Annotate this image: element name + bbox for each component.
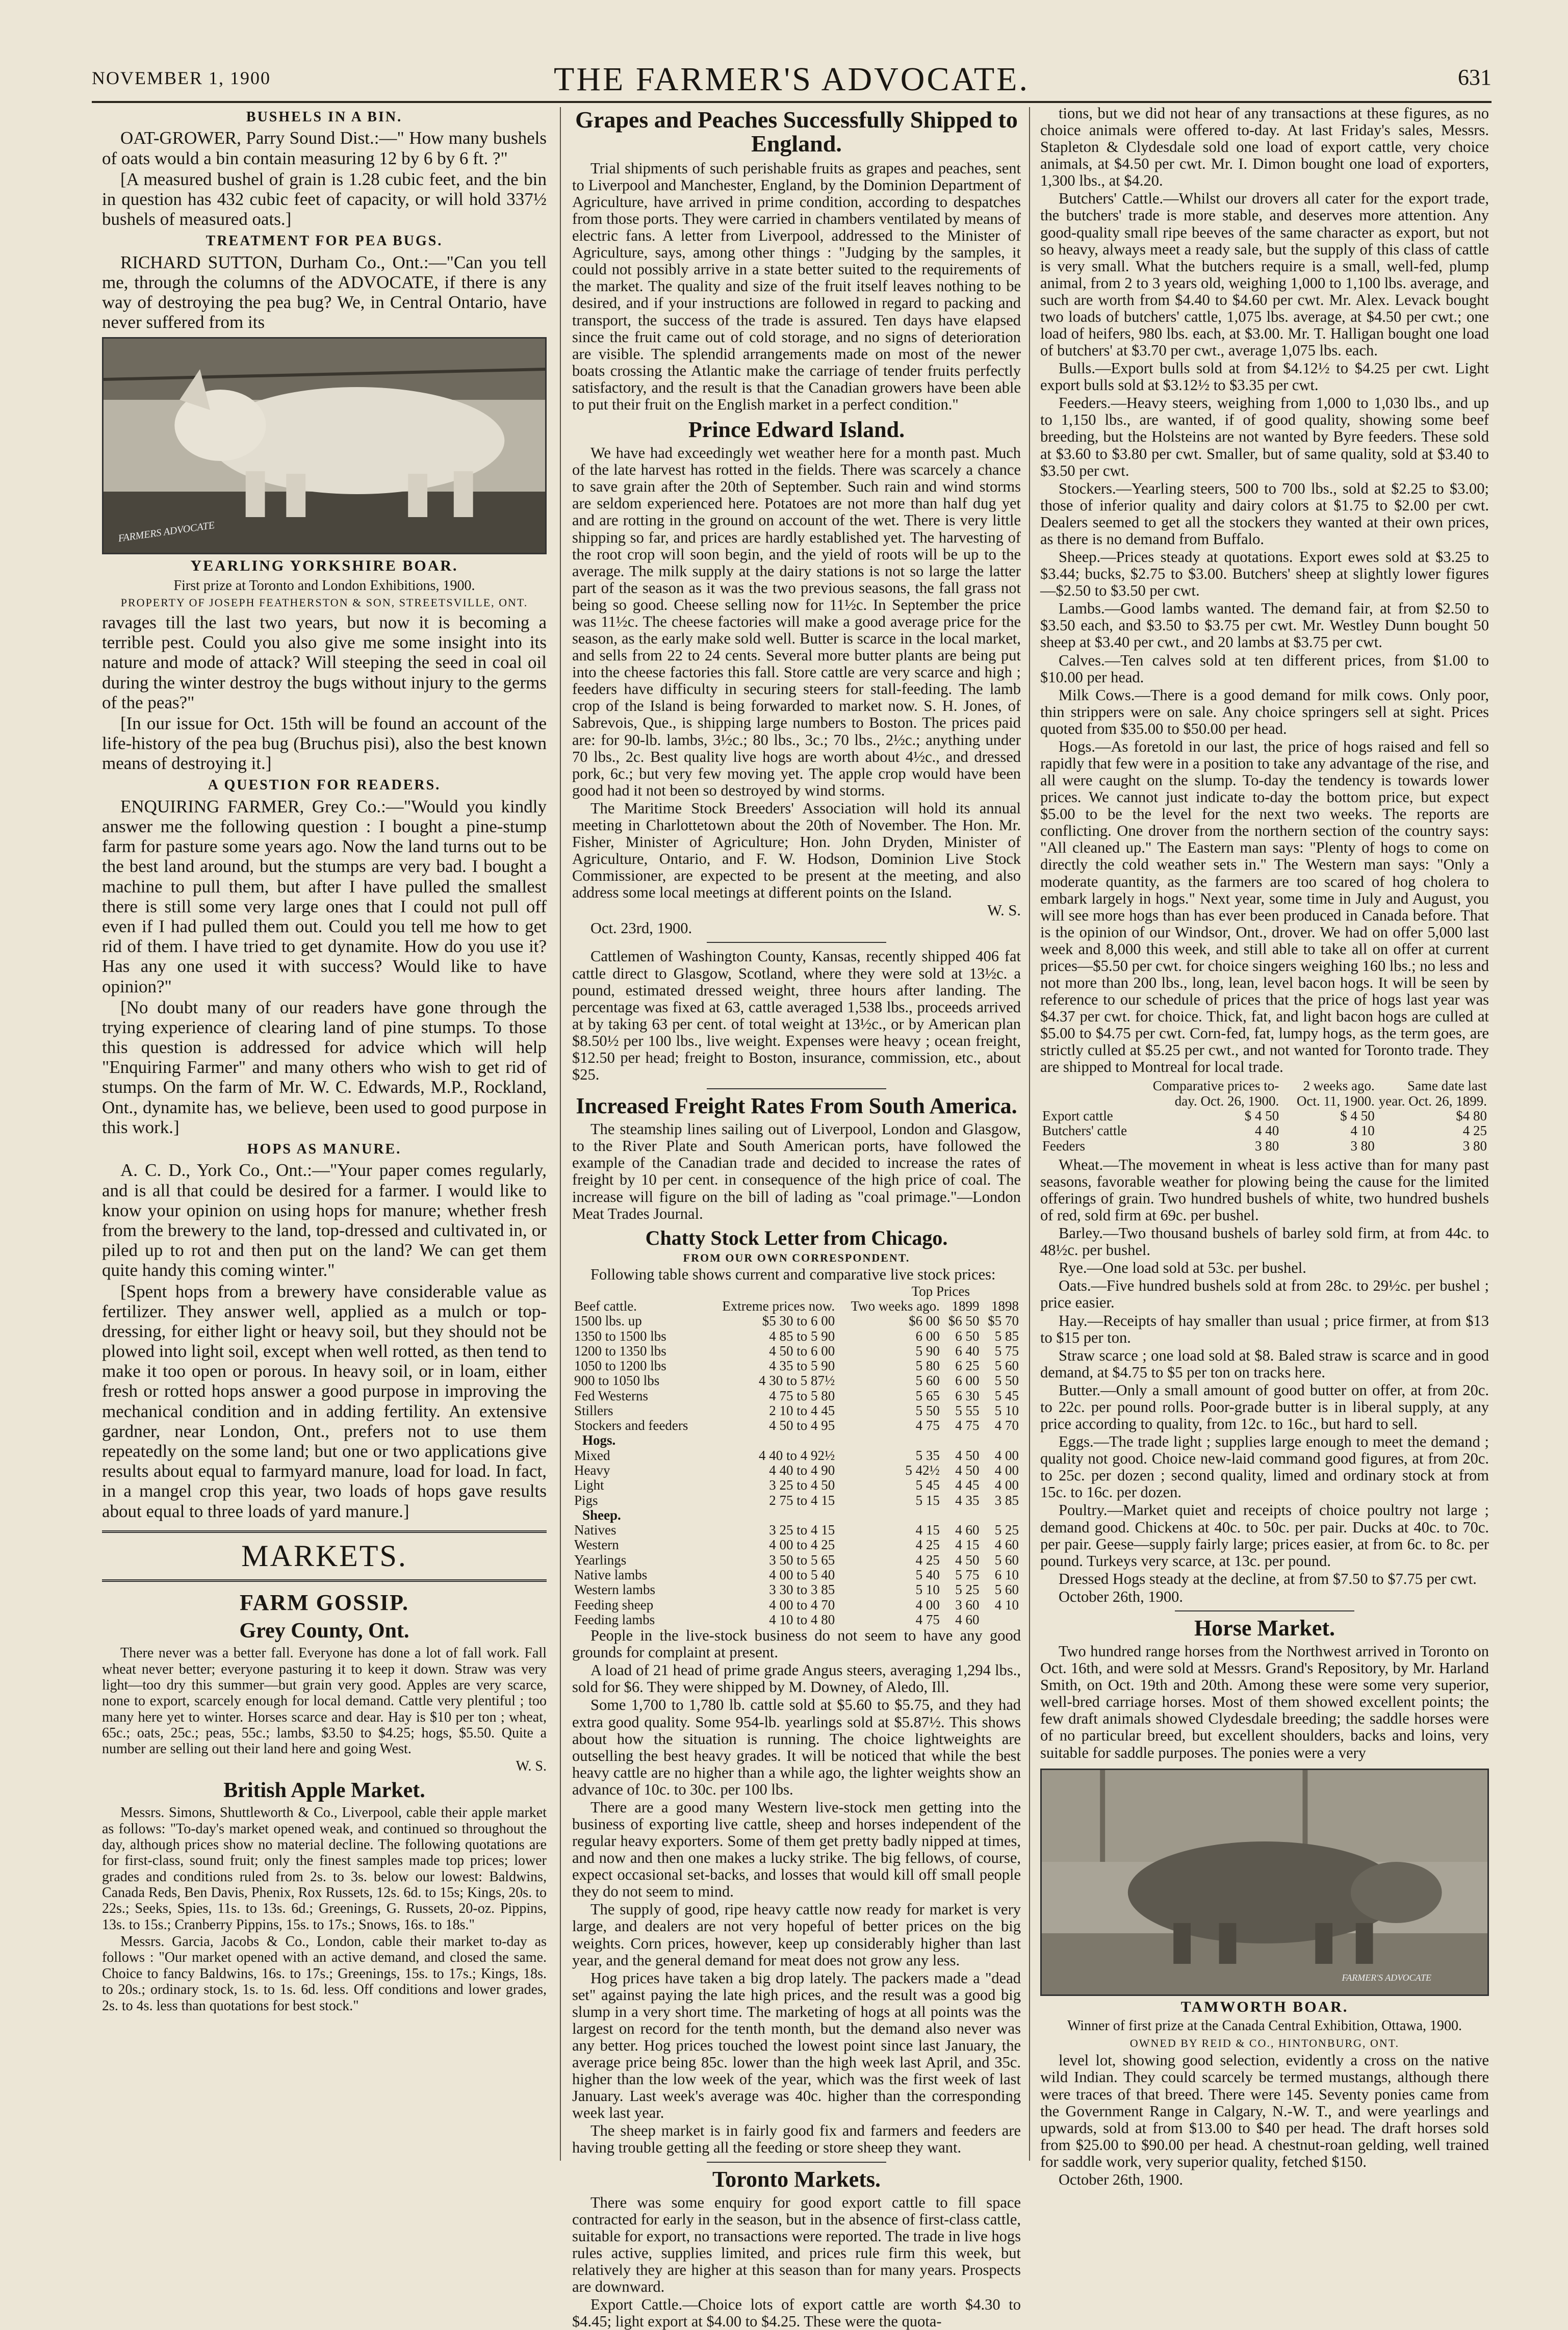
paragraph: Rye.—One load sold at 53c. per bushel. xyxy=(1059,1259,1306,1277)
table-cell: Heavy xyxy=(574,1463,610,1478)
top-prices-label: Top Prices xyxy=(911,1283,970,1299)
horse-market-text: level lot, showing good selection, evidently a cross on the native wild Indian. They could scarcely be termed mustangs, although there were traces of that breed. There were 145. Seventy ponies came from the Government Range in Calgary, N.-W. T., and were yearlings and upwards, sold at from $13.00 to $40 per head. The draft horses sold from $25.00 to $90.00 per head. A chestnut-roan gelding, well trained for saddle work, very superior quality, fetched $150. xyxy=(1040,2052,1489,2170)
photo-watermark: FARMER'S ADVOCATE xyxy=(1342,1973,1431,1983)
table-header-cell: 2 weeks ago. Oct. 11, 1900. xyxy=(1296,1078,1375,1109)
table-cell: 4 00 xyxy=(915,1597,940,1612)
dateline: October 26th, 1900. xyxy=(1059,1588,1183,1605)
apple-market-head: British Apple Market. xyxy=(223,1779,425,1803)
table-cell: 4 15 xyxy=(915,1522,940,1538)
table-cell: 3 25 to 4 50 xyxy=(769,1477,835,1493)
table-cell: 3 60 xyxy=(955,1597,980,1612)
table-cell: 4 50 to 4 95 xyxy=(769,1418,835,1433)
photo-caption: First prize at Toronto and London Exhibitions, 1900. xyxy=(173,578,475,594)
paragraph: Wheat.—The movement in wheat is less active than for many past seasons, favorable weather for plowing being the cause for the limited offerings of grain. Two hundred bushels of white, two hundred bushels of red, sold firm at 69c. per bushel. xyxy=(1040,1156,1489,1224)
table-row xyxy=(572,1538,1021,1552)
horse-market-text: Two hundred range horses from the Northwest arrived in Toronto on Oct. 16th, and were sold at Messrs. Grand's Repository, by Mr. Harland Smith, on Oct. 19th and 20th. Among these were some very superior, well-bred carriage horses. Most of them showed excellent points; the few draft animals showed Clydesdale breeding; the saddle horses were of no particular breed, but excellent shoulders, backs and loins, very suitable for saddle purposes. The ponies were a very xyxy=(1040,1643,1489,1761)
table-row xyxy=(572,1373,1021,1388)
table-cell: Butchers' cattle xyxy=(1042,1123,1127,1139)
table-cell xyxy=(837,1508,942,1523)
table-cell: 1200 to 1350 lbs xyxy=(574,1343,666,1359)
photo-caption-owner: OWNED BY REID & CO., HINTONBURG, ONT. xyxy=(1129,2036,1400,2050)
table-row xyxy=(572,1314,1021,1328)
table-cell: Natives xyxy=(574,1522,616,1538)
chicago-price-table xyxy=(572,1299,1021,1627)
paragraph: The sheep market is in fairly good fix and farmers and feeders are having trouble getting all the feeding or store sheep they want. xyxy=(572,2122,1021,2157)
table-cell: 3 50 to 5 65 xyxy=(769,1552,835,1568)
table-cell: Pigs xyxy=(574,1492,598,1508)
table-cell: 2 75 to 4 15 xyxy=(769,1492,835,1508)
pei-head: Prince Edward Island. xyxy=(688,417,905,442)
paragraph: Dressed Hogs steady at the decline, at from $7.50 to $7.75 per cwt. xyxy=(1059,1570,1477,1588)
table-row xyxy=(572,1493,1021,1508)
paragraph: Export Cattle.—Choice lots of export cattle are worth $4.30 to $4.45; light export at $4.00 to $4.25. These were the quota- xyxy=(572,2296,1021,2330)
grey-county-head: Grey County, Ont. xyxy=(239,1619,409,1643)
table-header-cell xyxy=(1040,1079,1129,1109)
produce-text xyxy=(1040,1157,1489,1588)
paragraph: tions, but we did not hear of any transactions at these figures, as no choice animals were offered to-day. At last Friday's sales, Messrs. Stapleton & Clydesdale sold one load of export cattle, very choice animals, at $4.50 per cwt. Mr. I. Dimon bought one load of exporters, 1,300 lbs., at $4.20. xyxy=(1040,105,1489,190)
table-cell: 6 40 xyxy=(955,1343,980,1359)
table-cell: 6 25 xyxy=(955,1358,980,1374)
table-cell: 5 25 xyxy=(955,1582,980,1598)
table-cell: 4 45 xyxy=(955,1477,980,1493)
table-header-cell: Comparative prices to-day. Oct. 26, 1900. xyxy=(1152,1078,1279,1109)
signature: W. S. xyxy=(516,1758,547,1774)
apple-market-text: Messrs. Simons, Shuttleworth & Co., Liverpool, cable their apple market as follows: "To-day's market opened weak, and continued so throughout the day, although prices show no material decline. The following quotations are for first-class, sound fruit; only the finest samples made top prices; lower grades and conditions ruled from 2s. to 3s. below our lowest: Baldwins, Canada Reds, Ben Davis, Phenix, Rox Russets, 12s. 6d. to 15s; Kings, 20s. to 22s.; Seeks, Spies, 11s. to 13s. 6d.; Greenings, G. Russets, 20-oz. Pippins, 13s. to 15s.; Cranberry Pippins, 15s. to 17s.; Snows, 16s. to 18s." xyxy=(102,1805,547,1933)
table-cell: 4 75 xyxy=(955,1418,980,1433)
table-cell: 5 60 xyxy=(994,1358,1019,1374)
table-cell: Sheep. xyxy=(582,1507,621,1523)
table-cell: $ 4 50 xyxy=(1340,1108,1375,1124)
table-cell xyxy=(942,1433,982,1448)
divider xyxy=(707,1088,886,1089)
paragraph: Hay.—Receipts of hay smaller than usual ; price firmer, at from $13 to $15 per ton. xyxy=(1040,1312,1489,1346)
table-row xyxy=(572,1329,1021,1344)
table-cell: 4 00 xyxy=(994,1477,1019,1493)
boar-illustration xyxy=(104,339,545,553)
answer-text: [No doubt many of our readers have gone through the trying experience of clearing land of pine stumps. To those this question is addressed for advice which will help "Enquiring Farmer" and many others who wish to get rid of stumps. On the farm of Mr. W. C. Edwards, M.P., Rockland, Ont., dynamite has, we believe, been used to good purpose in this work.] xyxy=(102,997,547,1137)
divider xyxy=(707,2162,886,2163)
table-cell: $6 50 xyxy=(948,1313,980,1329)
table-row xyxy=(572,1568,1021,1582)
grey-county-text: There never was a better fall. Everyone has done a lot of fall work. Fall wheat never better; everyone pasturing it to keep it down. Straw was very light—too dry this summer—but grain very good. Apples are very scarce, none to export, scarcely enough for local demand. Cattle very plentiful ; too many here yet to winter. Horses scarce and dear. Hay is $10 per ton ; wheat, 65c.; oats, 25c.; peas, 55c.; lambs, $3.50 to $4.25; hogs, $5.50. Quite a number are selling out their land here and going West. xyxy=(102,1645,547,1757)
photo-caption-title: TAMWORTH BOAR. xyxy=(1180,1998,1349,2015)
table-header-cell: 1898 xyxy=(991,1298,1019,1314)
table-cell: 5 85 xyxy=(994,1328,1019,1344)
dateline: October 26th, 1900. xyxy=(1059,2170,1183,2188)
table-row xyxy=(572,1418,1021,1433)
column-rule xyxy=(560,107,561,2161)
table-row xyxy=(572,1389,1021,1403)
toronto-text-continued xyxy=(1040,105,1489,1076)
table-header-cell: 1899 xyxy=(952,1298,980,1314)
question-text: RICHARD SUTTON, Durham Co., Ont.:—"Can you tell me, through the columns of the ADVOCATE, if there is any way of destroying the pea bug? We, in Central Ontario, have never suffered from its xyxy=(102,252,547,332)
paragraph: Eggs.—The trade light ; supplies large enough to meet the demand ; quality not good. Choice new-laid command good figures, at from 20c. to 25c. per dozen ; second quality, limed and ordinary stock at from 15c. to 16c. per dozen. xyxy=(1040,1433,1489,1501)
table-cell xyxy=(981,1433,1021,1448)
table-cell: 4 85 to 5 90 xyxy=(769,1328,835,1344)
table-cell: 4 75 to 5 80 xyxy=(769,1388,835,1403)
cattlemen-text: Cattlemen of Washington County, Kansas, recently shipped 406 fat cattle direct to Glasgow, Scotland, where they were sold at 13½c. a pound, estimated dressed weight, three hours after landing. The percentage was fixed at 63, cattle averaged 1,538 lbs., proceeds arrived at by taking 63 per cent. of total weight at 13½c., or by American plan $8.50½ per 100 lbs., live weight. Expenses were heavy ; ocean freight, $12.50 per head; freight to Boston, insurance, commission, etc., about $25. xyxy=(572,948,1021,1083)
table-cell: 5 90 xyxy=(915,1343,940,1359)
yorkshire-boar-photo xyxy=(102,337,547,554)
table-cell: 5 55 xyxy=(955,1402,980,1418)
table-cell: 4 60 xyxy=(955,1611,980,1627)
table-cell: 3 80 xyxy=(1254,1138,1279,1154)
table-intro: Following table shows current and comparative live stock prices: xyxy=(590,1265,996,1283)
paragraph: Some 1,700 to 1,780 lb. cattle sold at $5.60 to $5.75, and they had extra good quality. Some 954-lb. yearlings sold at $5.87½. This shows about how the situation is running. The choice lightweights are outselling the best heavy grades. It will be noticed that while the best heavy cattle are no higher than a while ago, the lighter weights show an advance of 10c. to 30c. per 100 lbs. xyxy=(572,1696,1021,1798)
table-cell: 3 80 xyxy=(1462,1138,1487,1154)
table-cell: 5 40 xyxy=(915,1567,940,1582)
table-cell: 4 10 xyxy=(1350,1123,1375,1139)
photo-caption-title: YEARLING YORKSHIRE BOAR. xyxy=(190,557,458,575)
table-cell: 4 00 xyxy=(994,1447,1019,1463)
table-cell: 4 00 to 4 25 xyxy=(769,1537,835,1553)
table-cell: Stockers and feeders xyxy=(574,1418,688,1433)
table-cell: 4 50 xyxy=(955,1463,980,1478)
table-cell: 5 65 xyxy=(915,1388,940,1403)
pei-text: The Maritime Stock Breeders' Association will hold its annual meeting in Charlottetown about the 20th of November. The Hon. Mr. Fisher, Minister of Agriculture; Hon. John Dryden, Minister of Agriculture, Ontario, and F. W. Hodson, Dominion Live Stock Commissioner, are expected to be present at the meeting, and also address some local meetings at different points on the Island. xyxy=(572,799,1021,902)
table-row xyxy=(572,1582,1021,1597)
table-cell: 4 40 to 4 92½ xyxy=(758,1447,835,1463)
table-cell: 1500 lbs. up xyxy=(574,1313,642,1329)
table-cell: 6 10 xyxy=(994,1567,1019,1582)
boar-illustration xyxy=(1042,1770,1487,1994)
table-row xyxy=(572,1344,1021,1359)
paragraph: Barley.—Two thousand bushels of barley sold firm, at from 44c. to 48½c. per bushel. xyxy=(1040,1224,1489,1259)
table-cell: 3 30 to 3 85 xyxy=(769,1582,835,1598)
paragraph: Stockers.—Yearling steers, 500 to 700 lbs., sold at $2.25 to $3.00; those of inferior quality and dairy colors at $1.75 to $2.00 per cwt. Dealers seemed to get all the stockers they wanted at their own prices, as there is no demand from Buffalo. xyxy=(1040,479,1489,548)
table-cell: $4 80 xyxy=(1456,1108,1487,1124)
table-cell: Yearlings xyxy=(574,1552,627,1568)
table-cell: Feeding lambs xyxy=(574,1611,655,1627)
table-cell: 5 75 xyxy=(955,1567,980,1582)
tamworth-boar-photo xyxy=(1040,1769,1489,1996)
table-header-cell: Same date last year. Oct. 26, 1899. xyxy=(1378,1078,1487,1109)
paragraph: Hogs.—As foretold in our last, the price of hogs raised and fell so rapidly that few were in a position to take any advantage of the rise, and all were caught on the slump. To-day the tendency is towards lower prices. We cannot just indicate to-day the bottom price, but expect $5.00 to be the level for the next two weeks. The reports are conflicting. One drover from the northern section of the country says: "All cleaned up." The Eastern man says: "Plenty of hogs to come on directly the cold weather sets in." The Western man says: "Only a moderate quantity, as the farmers are too scared of hog cholera to embark largely in hogs." Next year, some time in July and August, you will see more hogs than has ever been produced in Canada before. That is the opinion of our Windsor, Ont., drover. We had on offer 5,000 last week and 8,000 this week, and still able to take all on offer at current prices—$5.50 per cwt. for choice singers weighing 160 lbs.; no less and not more than 200 lbs., long, lean, level bacon hogs. It will be seen by reference to our schedule of prices that the price of hogs last year was $4.37 per cwt. for choice. Thick, fat, and light bacon hogs are culled at $5.00 to $4.75 per cwt. Corn-fed, fat, lumpy hogs, as the term goes, are strictly culled at $5.25 per cwt., and not wanted for Toronto trade. They are shipped to Montreal for local trade. xyxy=(1040,737,1489,1076)
table-cell: 4 10 to 4 80 xyxy=(769,1611,835,1627)
farm-gossip-head: FARM GOSSIP. xyxy=(239,1590,409,1615)
table-cell xyxy=(981,1508,1021,1523)
table-cell xyxy=(705,1433,837,1448)
divider xyxy=(707,942,886,943)
freight-text: The steamship lines sailing out of Liverpool, London and Glasgow, to the River Plate and South American ports, have followed the example of the Canadian trade and decided to increase the rates of freight by 10 per cent. in consequence of the high price of coal. The increase will figure on the bill of lading as "coal primage."—London Meat Trades Journal. xyxy=(572,1120,1021,1222)
freight-head: Increased Freight Rates From South America. xyxy=(576,1093,1017,1119)
paragraph: Sheep.—Prices steady at quotations. Export ewes sold at $3.25 to $3.44; bucks, $2.75 to $3.00. Butchers' sheep at slightly lower figures—$2.50 to $3.50 per cwt. xyxy=(1040,548,1489,600)
table-row xyxy=(572,1612,1021,1627)
paragraph: Straw scarce ; one load sold at $8. Baled straw is scarce and in good demand, at $4.75 to $5 per ton on tracks here. xyxy=(1040,1346,1489,1381)
question-text: A. C. D., York Co., Ont.:—"Your paper comes regularly, and is all that could be desired for a farmer. I would like to know your opinion on using hops for manure; whether fresh from the brewery to the land, top-dressed and cultivated in, or piled up to rot and then put on the land? We can get them quite handy this coming winter." xyxy=(102,1160,547,1281)
section-head: A QUESTION FOR READERS. xyxy=(208,777,441,793)
table-cell: $ 4 50 xyxy=(1244,1108,1279,1124)
photo-watermark: FARMERS ADVOCATE xyxy=(117,519,216,545)
table-row xyxy=(572,1553,1021,1568)
question-text: ENQUIRING FARMER, Grey Co.:—"Would you kindly answer me the following question : I bought a pine-stump farm for pasture some years ago. Now the land turns out to be the best land around, but the stumps are very bad. I bought a machine to pull them, but after I have pulled the smallest there is still some very large ones that I could not pull off even if I had pulled them out. Could you tell me how to get rid of them. I have tried to get dynamite. How do you use it? Has any one used it with success? Would like to have opinion?" xyxy=(102,796,547,996)
table-cell: 3 80 xyxy=(1350,1138,1375,1154)
toronto-head: Toronto Markets. xyxy=(712,2166,881,2192)
table-cell: 4 25 xyxy=(915,1537,940,1553)
table-cell: 6 50 xyxy=(955,1328,980,1344)
table-cell: 5 75 xyxy=(994,1343,1019,1359)
table-cell: 6 00 xyxy=(915,1328,940,1344)
issue-date: NOVEMBER 1, 1900 xyxy=(92,68,271,88)
table-cell: 4 60 xyxy=(994,1537,1019,1553)
table-cell: 4 25 xyxy=(915,1552,940,1568)
paragraph: There are a good many Western live-stock men getting into the business of exporting live cattle, sheep and horses independent of the regular heavy exporters. Some of them get pretty badly nipped at times, and now and then one makes a lucky strike. The big fellows, of course, expect occasional set-backs, and losses that would kill off small people they do not seem to mind. xyxy=(572,1798,1021,1901)
table-cell: 4 40 xyxy=(1254,1123,1279,1139)
paragraph: There was some enquiry for good export cattle to fill space contracted for early in the season, but in the absence of first-class cattle, suitable for export, no transactions were reported. The trade in live hogs rules active, supplies limited, and prices rule firm this week, but relatively they are higher at this season than for many years. Prospects are downward. xyxy=(572,2193,1021,2296)
table-cell: 5 15 xyxy=(915,1492,940,1508)
table-cell: $6 00 xyxy=(909,1313,940,1329)
table-cell xyxy=(705,1508,837,1523)
masthead xyxy=(92,60,1492,103)
paragraph: The supply of good, ripe heavy cattle now ready for market is very large, and dealers are not very hopeful of better prices on the big weights. Corn prices, however, keep up considerably higher than last year, and the general demand for meat does not grow any less. xyxy=(572,1901,1021,1969)
table-cell: 4 60 xyxy=(955,1522,980,1538)
table-cell: 6 00 xyxy=(955,1373,980,1389)
section-head: BUSHELS IN A BIN. xyxy=(246,109,403,125)
table-cell: 4 30 to 5 87½ xyxy=(758,1373,835,1389)
table-cell: 1050 to 1200 lbs xyxy=(574,1358,666,1374)
table-cell: 5 80 xyxy=(915,1358,940,1374)
paragraph: Bulls.—Export bulls sold at from $4.12½ to $4.25 per cwt. Light export bulls sold at $3.12½ to $3.35 per cwt. xyxy=(1040,360,1489,394)
table-header-cell: Extreme prices now. xyxy=(722,1298,835,1314)
table-row xyxy=(1040,1109,1489,1123)
table-cell: 1350 to 1500 lbs xyxy=(574,1328,666,1344)
table-cell: 2 10 to 4 45 xyxy=(769,1402,835,1418)
apple-market-text: Messrs. Garcia, Jacobs & Co., London, cable their market to-day as follows : "Our market opened with an active demand, and closed the same. Choice to fancy Baldwins, 16s. to 17s.; Greenings, 15s. to 17s.; Kings, 18s. to 20s.; ordinary stock, 1s. to 1s. 6d. less. Off conditions and lower grades, 2s. to 4s. less than quotations for best stock." xyxy=(102,1934,547,2014)
table-cell: 4 70 xyxy=(994,1418,1019,1433)
section-head: HOPS AS MANURE. xyxy=(247,1141,402,1158)
table-cell: Feeding sheep xyxy=(574,1597,654,1612)
grapes-head: Grapes and Peaches Successfully Shipped to England. xyxy=(575,107,1018,157)
table-cell: 4 50 to 6 00 xyxy=(769,1343,835,1359)
answer-text: [Spent hops from a brewery have considerable value as fertilizer. They answer well, applied as a mulch or top-dressing, for either light or heavy soil, but they should not be plowed into light soil, except when well rotted, as then tend to make it too open or porous. In heavy soil, or in loam, either fresh or rotted hops answer a good purpose in improving the mechanical condition and in adding fertility. An extensive gardner, near London, Ont., prefers not to use them repeatedly on the some land; but one or two applications give results about equal to farmyard manure, load for load. In fact, in a mangel crop this year, two loads of hops gave results about equal to three loads of yard manure.] xyxy=(102,1281,547,1521)
toronto-text xyxy=(572,2194,1021,2330)
table-header-cell: Beef cattle. xyxy=(574,1298,637,1314)
paragraph: Lambs.—Good lambs wanted. The demand fair, at from $2.50 to $3.50 each, and $3.50 to $3.75 per cwt. Mr. Westley Dunn bought 50 sheep at $3.40 per cwt., and 20 lambs at $3.75 per cwt. xyxy=(1040,600,1489,651)
table-row xyxy=(572,1403,1021,1418)
table-cell: 5 50 xyxy=(994,1373,1019,1389)
column-rule xyxy=(1029,107,1030,2161)
table-row xyxy=(572,1508,1021,1523)
table-row xyxy=(572,1523,1021,1538)
table-cell: 5 50 xyxy=(915,1402,940,1418)
paragraph: Poultry.—Market quiet and receipts of choice poultry not large ; demand good. Chickens at 40c. to 50c. per pair. Ducks at 40c. to 70c. per pair. Geese—supply fairly large; prices easier, at from 6c. to 8c. per pound. Turkeys very scarce, at 13c. per pound. xyxy=(1040,1501,1489,1570)
table-cell: 900 to 1050 lbs xyxy=(574,1373,660,1389)
section-head: TREATMENT FOR PEA BUGS. xyxy=(205,233,443,249)
table-row xyxy=(1040,1139,1489,1154)
paragraph: Calves.—Ten calves sold at ten different prices, from $1.00 to $10.00 per head. xyxy=(1040,651,1489,686)
table-cell: 5 45 xyxy=(915,1477,940,1493)
column-3 xyxy=(1040,105,1489,2188)
table-cell: 3 85 xyxy=(994,1492,1019,1508)
paragraph: People in the live-stock business do not seem to have any good grounds for complaint at present. xyxy=(572,1627,1021,1661)
photo-caption: Winner of first prize at the Canada Central Exhibition, Ottawa, 1900. xyxy=(1067,2018,1462,2034)
paragraph: A load of 21 head of prime grade Angus steers, averaging 1,294 lbs., sold for $6. They were shipped by M. Downey, of Aledo, Ill. xyxy=(572,1661,1021,1696)
table-cell: 5 45 xyxy=(994,1388,1019,1403)
question-text: ravages till the last two years, but now it is becoming a terrible pest. Could you also give me some insight into its nature and mode of attack? Will steeping the seed in coal oil during the winter destroy the bugs without injury to the germs of the peas?" xyxy=(102,612,547,712)
table-row xyxy=(572,1478,1021,1493)
table-cell: 5 25 xyxy=(994,1522,1019,1538)
table-cell: Feeders xyxy=(1042,1138,1085,1154)
table-cell: 3 25 to 4 15 xyxy=(769,1522,835,1538)
answer-text: [In our issue for Oct. 15th will be found an account of the life-history of the pea bug (Bruchus pisi), also the best known means of destroying it.] xyxy=(102,713,547,774)
paragraph: Milk Cows.—There is a good demand for milk cows. Only poor, thin strippers were on sale. Any choice springers sell at sight. Prices quoted from $35.00 to $50.00 per head. xyxy=(1040,686,1489,737)
page-number: 631 xyxy=(1458,65,1492,90)
signature: W. S. xyxy=(987,902,1021,919)
table-cell: 4 00 to 5 40 xyxy=(769,1567,835,1582)
table-header-cell: Two weeks ago. xyxy=(851,1298,940,1314)
table-cell: 5 35 xyxy=(915,1447,940,1463)
markets-banner: MARKETS. xyxy=(102,1530,547,1582)
table-cell: 5 10 xyxy=(994,1402,1019,1418)
table-cell: 5 42½ xyxy=(905,1463,940,1478)
paragraph: Oats.—Five hundred bushels sold at from 28c. to 29½c. per bushel ; price easier. xyxy=(1040,1277,1489,1312)
dateline: Oct. 23rd, 1900. xyxy=(590,919,692,937)
table-cell: Stillers xyxy=(574,1402,613,1418)
table-cell xyxy=(981,1612,1021,1627)
table-cell: Fed Westerns xyxy=(574,1388,649,1403)
table-cell: 4 75 xyxy=(915,1611,940,1627)
pei-text: We have had exceedingly wet weather here for a month past. Much of the late harvest has rotted in the fields. There was scarcely a chance to save grain after the 20th of September. Such rain and wind storms are seldom experienced here. Potatoes are not more than half dug yet and are rotting in the ground on account of the wet. There is very little shipping so far, and prices are hardly established yet. The harvesting of the root crop will soon begin, and the yield of roots will be up to the average. The milk supply at the dairy stations is not so large the latter part of the season as it was the two previous seasons, the fall grass not being so good. Cheese selling now for 11½c. In September the price was 11½c. The cheese factories will make a good average price for the season, as the early make sold well. Butter is scarce in the local market, and sells from 22 to 24 cents. Several more butter plants are being put into the cheese factories this fall. Store cattle are very scarce and high ; feeders have difficulty in securing steers for stall-feeding. The lamb crop of the Island is being forwarded to market now. S. H. Jones, of Sabrevois, Que., is shipping large numbers to Boston. The prices paid are: for 90-lb. lambs, 3½c.; 80 lbs., 3c.; 70 lbs., 2½c.; anything under 70 lbs., 2c. Best quality live hogs are worth about 4½c., and dressed pork, 6c.; but very few moving yet. The apple crop would have been good had it not been so destroyed by wind storms. xyxy=(572,444,1021,799)
paragraph: Feeders.—Heavy steers, weighing from 1,000 to 1,030 lbs., and up to 1,150 lbs., are wanted, if of good quality, showing some beef breeding, but the Holsteins are not wanted by Byre feeders. These sold at $3.60 to $3.80 per cwt. Smaller, but of same quality, sold at $3.40 to $3.50 per cwt. xyxy=(1040,394,1489,479)
table-row xyxy=(572,1598,1021,1612)
table-cell: 5 60 xyxy=(915,1373,940,1389)
table-cell: 4 35 to 5 90 xyxy=(769,1358,835,1374)
table-cell: 6 30 xyxy=(955,1388,980,1403)
horse-market-head: Horse Market. xyxy=(1194,1615,1335,1641)
column-1 xyxy=(102,105,547,2181)
table-cell: Western lambs xyxy=(574,1582,656,1598)
table-cell: $5 70 xyxy=(988,1313,1019,1329)
publication-title: THE FARMER'S ADVOCATE. xyxy=(554,61,1030,98)
table-cell: $5 30 to 6 00 xyxy=(762,1313,835,1329)
table-cell: 4 50 xyxy=(955,1447,980,1463)
table-cell: Light xyxy=(574,1477,604,1493)
table-cell: 4 40 to 4 90 xyxy=(769,1463,835,1478)
table-cell: 4 35 xyxy=(955,1492,980,1508)
answer-text: [A measured bushel of grain is 1.28 cubic feet, and the bin in question has 432 cubic feet of capacity, or will hold 337½ bushels of measured oats.] xyxy=(102,169,547,229)
table-cell: 4 10 xyxy=(994,1597,1019,1612)
chatty-head: Chatty Stock Letter from Chicago. xyxy=(645,1226,948,1249)
paragraph: Butchers' Cattle.—Whilst our drovers all cater for the export trade, the butchers' trade is more stable, and deserves more attention. Any good-quality small ripe beeves of the same character as export, but not so heavy, always meet a ready sale, but the supply of this class of cattle is very small. What the butchers require is a small, well-fed, plump animal, from 2 to 3 years old, weighing 1,000 to 1,100 lbs. average, and such are worth from $4.40 to $4.60 per cwt. Mr. Alex. Levack bought two loads of butchers' cattle, 1,075 lbs. average, at $4.50 per cwt.; one load of heifers, 980 lbs. each, at $3.00. Mr. T. Halligan bought one load of butchers' at $3.70 per cwt., average 1,075 lbs. each. xyxy=(1040,190,1489,360)
table-row xyxy=(572,1359,1021,1373)
table-cell: 5 10 xyxy=(915,1582,940,1598)
paragraph: Butter.—Only a small amount of good butter on offer, at from 20c. to 22c. per pound rolls. Poor-grade butter is in liberal supply, at any price according to quality, from 12c. to 16c., but hard to sell. xyxy=(1040,1381,1489,1433)
table-cell: Mixed xyxy=(574,1447,610,1463)
table-cell: Hogs. xyxy=(582,1432,616,1448)
table-cell xyxy=(942,1508,982,1523)
table-row xyxy=(1040,1123,1489,1138)
table-cell: 4 00 xyxy=(994,1463,1019,1478)
table-row xyxy=(572,1448,1021,1463)
table-cell: Native lambs xyxy=(574,1567,648,1582)
chatty-text xyxy=(572,1627,1021,2156)
table-cell: 5 60 xyxy=(994,1552,1019,1568)
table-cell: Western xyxy=(574,1537,619,1553)
correspondent-line: FROM OUR OWN CORRESPONDENT. xyxy=(683,1251,910,1264)
photo-caption-owner: PROPERTY OF JOSEPH FEATHERSTON & SON, STREETSVILLE, ONT. xyxy=(120,596,528,609)
grapes-text: Trial shipments of such perishable fruits as grapes and peaches, sent to Liverpool and Manchester, England, by the Dominion Department of Agriculture, have arrived in prime condition, according to despatches from those ports. They were carried in chambers ventilated by means of electric fans. A letter from Liverpool, addressed to the Minister of Agriculture, says, among other things : "Judging by the samples, it could not possibly arrive in a state better suited to the requirements of the market. The quality and size of the fruit itself leaves nothing to be desired, and if your instructions are followed in regard to packing and transport, the success of the trade is assured. Ten days have elapsed since the fruit came out of cold storage, and no signs of deterioration are visible. The splendid arrangements made on most of the newer boats crossing the Atlantic make the carriage of tender fruits perfectly satisfactory, and the result is that the Canadian growers have been able to put their fruit on the English market in a perfect condition." xyxy=(572,159,1021,413)
paragraph: Hog prices have taken a big drop lately. The packers made a "dead set" against paying the late high prices, and the result was a good big slump in a very short time. The marketing of hogs at all points was the largest on record for the tenth month, but the demand also never was any better. Hog prices touched the lowest point since last January, the average price being 85c. lower than the high week last April, and 35c. higher than the low week of the year, which was the first week of last January. Last week's average was 40c. higher than the corresponding week last year. xyxy=(572,1969,1021,2122)
table-cell: 4 75 xyxy=(915,1418,940,1433)
table-row xyxy=(572,1433,1021,1448)
divider xyxy=(1175,1610,1354,1611)
table-cell: 5 60 xyxy=(994,1582,1019,1598)
comparative-price-table xyxy=(1040,1079,1489,1153)
table-cell: 4 15 xyxy=(955,1537,980,1553)
table-row xyxy=(572,1463,1021,1478)
table-cell: 4 25 xyxy=(1462,1123,1487,1139)
table-cell: 4 00 to 4 70 xyxy=(769,1597,835,1612)
table-cell: Export cattle xyxy=(1042,1108,1113,1124)
question-text: OAT-GROWER, Parry Sound Dist.:—" How many bushels of oats would a bin contain measuring 12 by 6 by 6 ft. ?" xyxy=(102,128,547,168)
table-cell xyxy=(837,1433,942,1448)
column-2 xyxy=(572,105,1021,2330)
table-cell: 4 50 xyxy=(955,1552,980,1568)
